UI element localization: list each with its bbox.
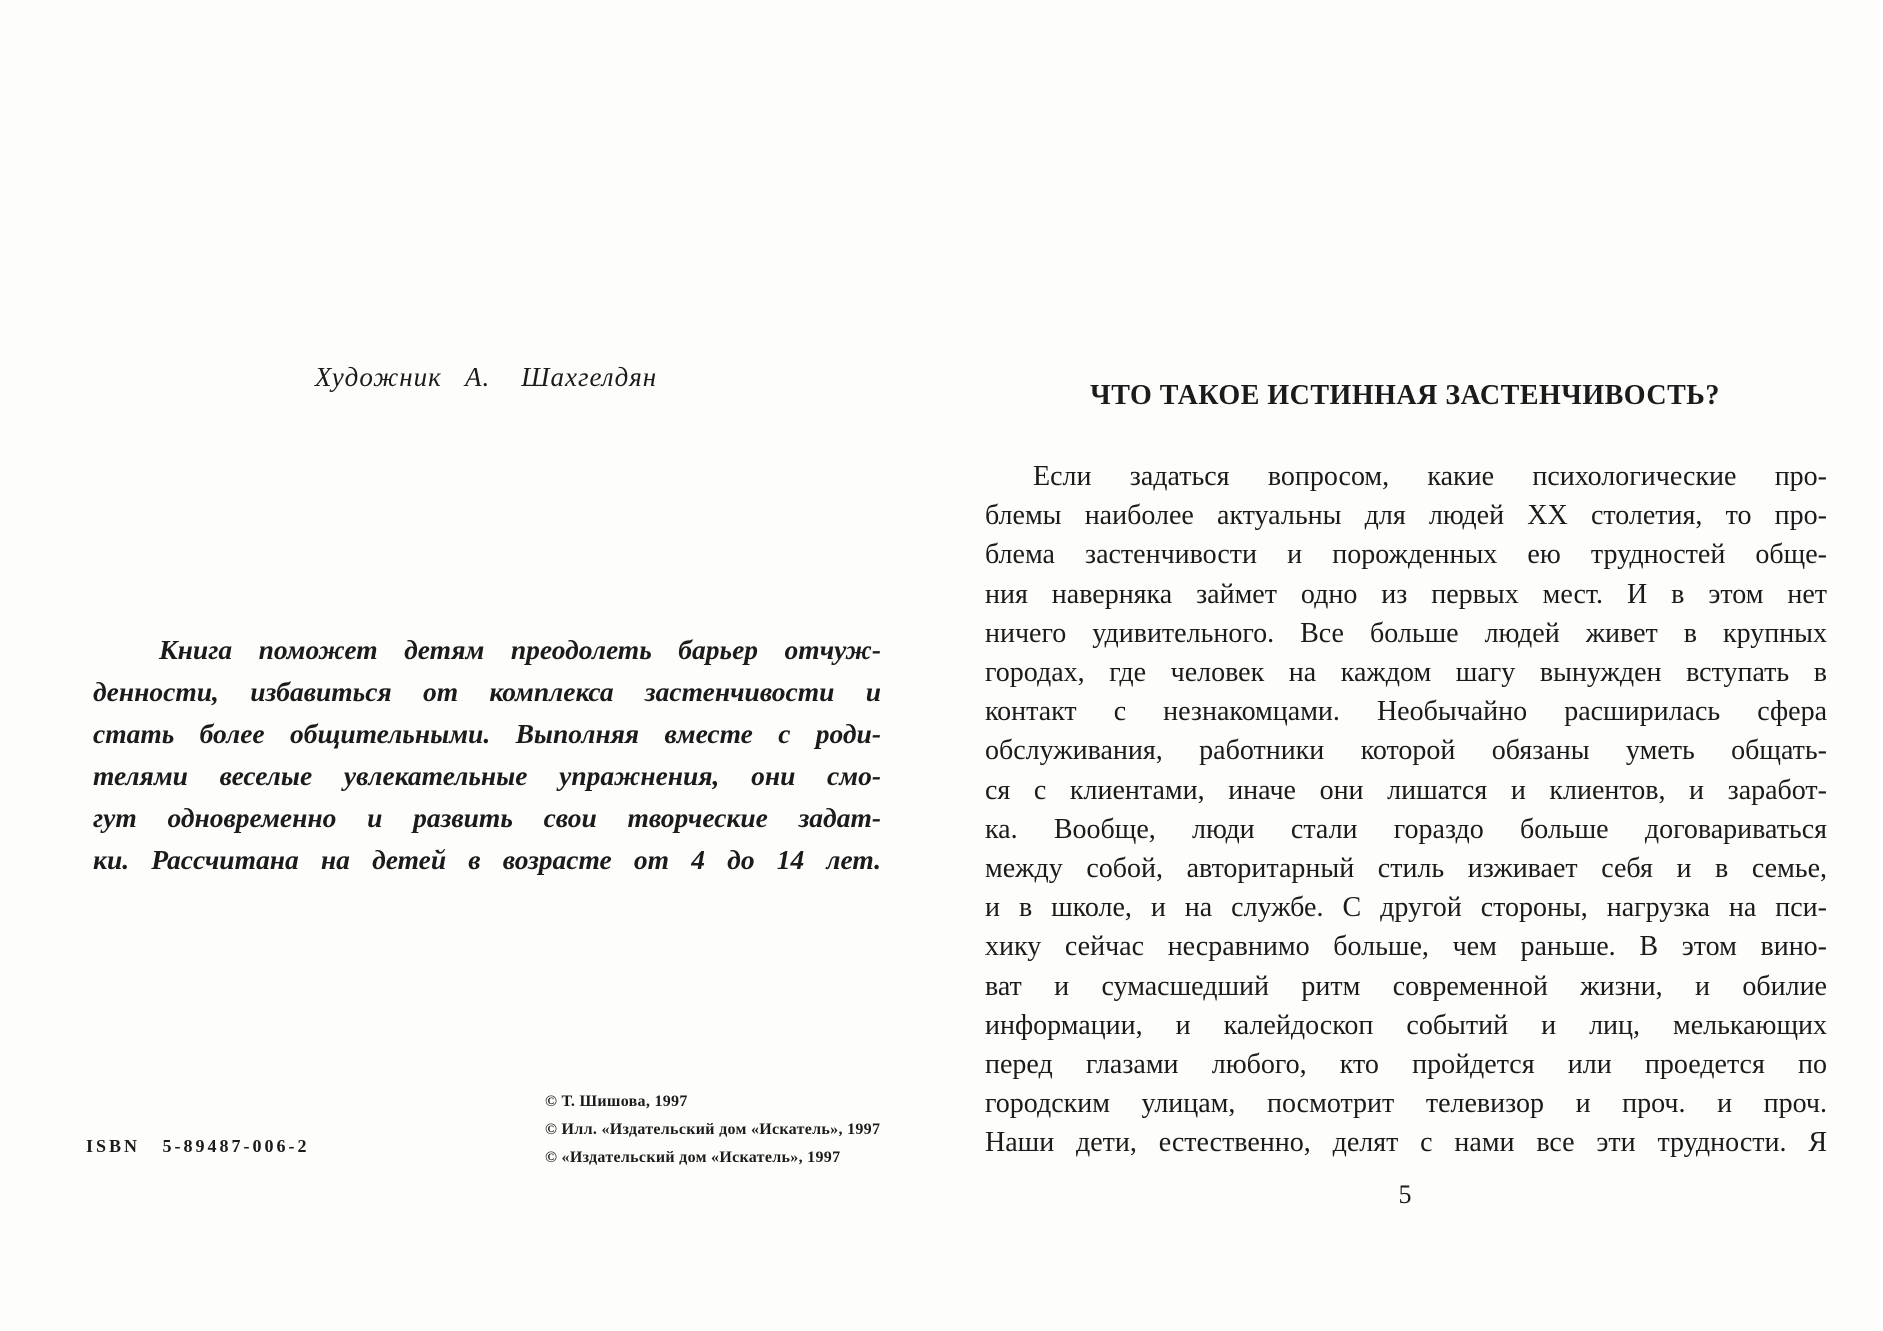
artist-credit: Художник А. Шахгелдян <box>314 362 658 392</box>
copyright-line: © Илл. «Издательский дом «Искатель», 1997 <box>545 1121 881 1138</box>
copyright-line: © «Издательский дом «Искатель», 1997 <box>545 1149 841 1166</box>
body-text-line: ват и сумасшедший ритм современной жизни, и обилие <box>985 970 1827 1002</box>
body-text-line: ся с клиентами, иначе они лишатся и клиентов, и заработ- <box>985 774 1827 806</box>
page-number: 5 <box>1398 1180 1412 1209</box>
copyright-line: © Т. Шишова, 1997 <box>545 1093 688 1110</box>
isbn-number: ISBN 5-89487-006-2 <box>86 1136 310 1156</box>
annotation-line: денности, избавиться от комплекса застенчивости и <box>93 676 881 707</box>
copyright-block <box>545 1088 945 1172</box>
body-text-line: контакт с незнакомцами. Необычайно расширилась сфера <box>985 696 1827 728</box>
body-text-line: информации, и калейдоскоп событий и лиц, мелькающих <box>985 1009 1827 1041</box>
body-text-line: блемы наиболее актуальны для людей XX столетия, то про- <box>985 500 1827 532</box>
body-text-line: блема застенчивости и порожденных ею трудностей обще- <box>985 539 1827 571</box>
body-text-line: ния наверняка займет одно из первых мест. И в этом нет <box>985 578 1827 610</box>
annotation-line: ки. Рассчитана на детей в возрасте от 4 до 14 лет. <box>93 844 881 875</box>
body-text-line: между собой, авторитарный стиль изживает себя и в семье, <box>985 853 1827 885</box>
annotation-line: стать более общительными. Выполняя вместе с роди- <box>93 718 881 749</box>
body-text-line: городским улицам, посмотрит телевизор и проч. и проч. <box>985 1088 1827 1120</box>
body-text-line: Если задаться вопросом, какие психологические про- <box>1033 461 1827 492</box>
body-text-line: Наши дети, естественно, делят с нами все эти трудности. Я <box>985 1127 1827 1159</box>
body-text-line: и в школе, и на службе. С другой стороны, нагрузка на пси- <box>985 892 1827 924</box>
annotation-line: телями веселые увлекательные упражнения, они смо- <box>93 760 881 791</box>
body-text-line: ничего удивительного. Все больше людей живет в крупных <box>985 617 1827 649</box>
annotation-line: гут одновременно и развить свои творческие задат- <box>93 802 881 833</box>
body-text-line: ка. Вообще, люди стали гораздо больше договариваться <box>985 813 1827 845</box>
chapter-title: ЧТО ТАКОЕ ИСТИННАЯ ЗАСТЕНЧИВОСТЬ? <box>1090 380 1720 411</box>
body-text-line: перед глазами любого, кто пройдется или проедется по <box>985 1049 1827 1081</box>
annotation-block <box>93 629 881 881</box>
body-text-line: городах, где человек на каждом шагу вынужден вступать в <box>985 657 1827 689</box>
body-text-line: обслуживания, работники которой обязаны уметь общать- <box>985 735 1827 767</box>
annotation-line: Книга поможет детям преодолеть барьер отчуж- <box>159 634 881 665</box>
chapter-body <box>985 457 1827 1163</box>
body-text-line: хику сейчас несравнимо больше, чем раньше. В этом вино- <box>985 931 1827 963</box>
